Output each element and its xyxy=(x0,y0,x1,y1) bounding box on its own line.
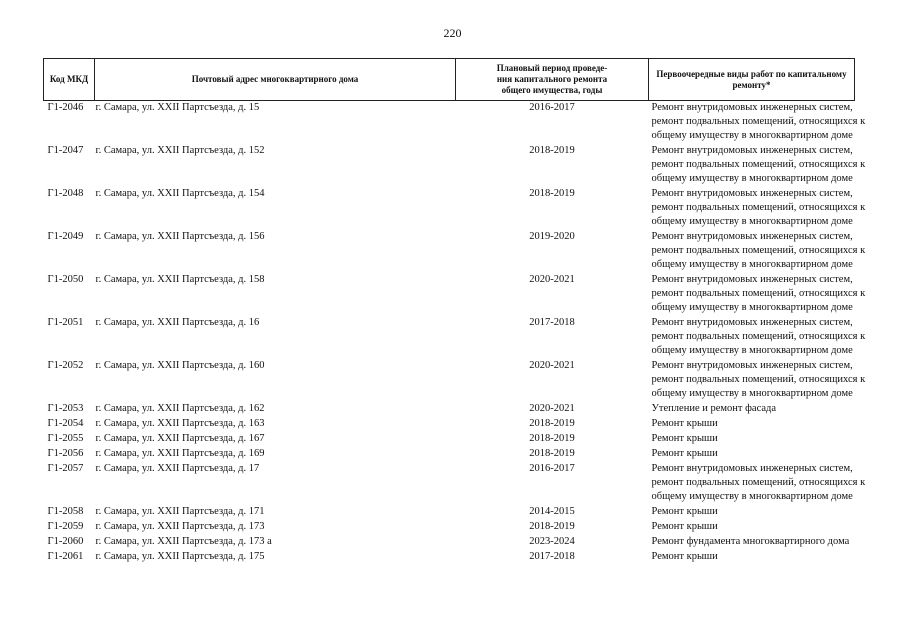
cell-code: Г1-2049 xyxy=(47,231,84,242)
cell-address: г. Самара, ул. XXII Партсъезда, д. 163 xyxy=(95,418,265,429)
cell-works-line: Ремонт внутридомовых инженерных систем, xyxy=(651,274,853,285)
cell-works-line: Ремонт внутридомовых инженерных систем, xyxy=(651,463,853,474)
header-works xyxy=(649,59,855,101)
cell-works xyxy=(649,316,866,359)
cell-works-line: Ремонт внутридомовых инженерных систем, xyxy=(651,188,853,199)
table-row xyxy=(44,550,855,565)
cell-code: Г1-2060 xyxy=(47,536,84,547)
cell-works-line: общему имуществу в многоквартирном доме xyxy=(651,302,853,313)
cell-works-line: ремонт подвальных помещений, относящихся к xyxy=(651,245,866,256)
header-address: Почтовый адрес многоквартирного дома xyxy=(95,59,456,101)
cell-address: г. Самара, ул. XXII Партсъезда, д. 156 xyxy=(95,231,265,242)
table-body xyxy=(44,101,866,566)
cell-works-line: общему имуществу в многоквартирном доме xyxy=(651,388,853,399)
cell-works-line: Ремонт внутридомовых инженерных систем, xyxy=(651,360,853,371)
table-row xyxy=(44,432,855,447)
cell-code: Г1-2057 xyxy=(47,463,84,474)
cell-address: г. Самара, ул. XXII Партсъезда, д. 173 а xyxy=(95,536,272,547)
cell-period: 2018-2019 xyxy=(529,418,575,429)
cell-period: 2019-2020 xyxy=(529,231,575,242)
cell-works xyxy=(649,462,866,505)
cell-address: г. Самара, ул. XXII Партсъезда, д. 15 xyxy=(95,102,260,113)
cell-works xyxy=(649,550,855,565)
table-row xyxy=(44,316,855,359)
cell-works-line: Ремонт крыши xyxy=(651,506,718,517)
cell-address: г. Самара, ул. XXII Партсъезда, д. 152 xyxy=(95,145,265,156)
cell-address: г. Самара, ул. XXII Партсъезда, д. 171 xyxy=(95,506,265,517)
cell-works-line: общему имуществу в многоквартирном доме xyxy=(651,259,853,270)
cell-period: 2018-2019 xyxy=(529,145,575,156)
cell-address: г. Самара, ул. XXII Партсъезда, д. 158 xyxy=(95,274,265,285)
table-row xyxy=(44,144,855,187)
cell-works-line: ремонт подвальных помещений, относящихся к xyxy=(651,288,866,299)
cell-works-line: Ремонт крыши xyxy=(651,448,718,459)
cell-works-line: Ремонт внутридомовых инженерных систем, xyxy=(651,102,853,113)
table-row xyxy=(44,505,855,520)
cell-code: Г1-2046 xyxy=(47,102,84,113)
header-period-line: общего имущества, годы xyxy=(501,85,603,95)
table-row xyxy=(44,359,855,402)
header-period xyxy=(456,59,649,101)
cell-address: г. Самара, ул. XXII Партсъезда, д. 16 xyxy=(95,317,260,328)
cell-works-line: Ремонт крыши xyxy=(651,418,718,429)
cell-code: Г1-2059 xyxy=(47,521,84,532)
cell-period: 2016-2017 xyxy=(529,463,575,474)
cell-code: Г1-2055 xyxy=(47,433,84,444)
cell-works-line: общему имуществу в многоквартирном доме xyxy=(651,491,853,502)
cell-works xyxy=(649,187,866,230)
cell-works-line: Утепление и ремонт фасада xyxy=(651,403,777,414)
cell-works xyxy=(649,535,855,550)
cell-code: Г1-2048 xyxy=(47,188,84,199)
cell-period: 2018-2019 xyxy=(529,188,575,199)
cell-works-line: общему имуществу в многоквартирном доме xyxy=(651,130,853,141)
cell-works-line: общему имуществу в многоквартирном доме xyxy=(651,216,853,227)
cell-address: г. Самара, ул. XXII Партсъезда, д. 17 xyxy=(95,463,260,474)
cell-works-line: Ремонт крыши xyxy=(651,521,718,532)
cell-address: г. Самара, ул. XXII Партсъезда, д. 169 xyxy=(95,448,265,459)
cell-works-line: Ремонт крыши xyxy=(651,551,718,562)
cell-code: Г1-2054 xyxy=(47,418,84,429)
cell-code: Г1-2061 xyxy=(47,551,84,562)
cell-period: 2018-2019 xyxy=(529,448,575,459)
cell-works xyxy=(649,432,855,447)
cell-works-line: Ремонт фундамента многоквартирного дома xyxy=(651,536,850,547)
cell-works-line: ремонт подвальных помещений, относящихся к xyxy=(651,159,866,170)
table-row xyxy=(44,417,855,432)
cell-works-line: общему имуществу в многоквартирном доме xyxy=(651,345,853,356)
cell-works-line: ремонт подвальных помещений, относящихся к xyxy=(651,116,866,127)
cell-code: Г1-2052 xyxy=(47,360,84,371)
table-row xyxy=(44,101,855,145)
table-row xyxy=(44,520,855,535)
cell-period: 2017-2018 xyxy=(529,317,575,328)
cell-works-line: Ремонт внутридомовых инженерных систем, xyxy=(651,145,853,156)
cell-period: 2018-2019 xyxy=(529,433,575,444)
cell-works xyxy=(649,417,855,432)
cell-address: г. Самара, ул. XXII Партсъезда, д. 162 xyxy=(95,403,265,414)
cell-address: г. Самара, ул. XXII Партсъезда, д. 167 xyxy=(95,433,265,444)
cell-period: 2023-2024 xyxy=(529,536,575,547)
cell-period: 2020-2021 xyxy=(529,274,575,285)
cell-works-line: ремонт подвальных помещений, относящихся к xyxy=(651,331,866,342)
cell-works-line: ремонт подвальных помещений, относящихся к xyxy=(651,202,866,213)
table-row xyxy=(44,447,855,462)
cell-address: г. Самара, ул. XXII Партсъезда, д. 175 xyxy=(95,551,265,562)
header-code: Код МКД xyxy=(44,59,95,101)
cell-works xyxy=(649,520,855,535)
cell-address: г. Самара, ул. XXII Партсъезда, д. 173 xyxy=(95,521,265,532)
capital-repair-table xyxy=(43,58,866,565)
cell-works xyxy=(649,101,866,145)
table-row xyxy=(44,273,855,316)
cell-works xyxy=(649,402,855,417)
table-row xyxy=(44,402,855,417)
table-row xyxy=(44,535,855,550)
cell-code: Г1-2051 xyxy=(47,317,84,328)
cell-period: 2020-2021 xyxy=(529,360,575,371)
header-works-line: ремонту* xyxy=(732,79,771,90)
cell-works xyxy=(649,447,855,462)
cell-works xyxy=(649,144,866,187)
cell-period: 2016-2017 xyxy=(529,102,575,113)
cell-works-line: общему имуществу в многоквартирном доме xyxy=(651,173,853,184)
cell-period: 2014-2015 xyxy=(529,506,575,517)
cell-code: Г1-2058 xyxy=(47,506,84,517)
cell-period: 2017-2018 xyxy=(529,551,575,562)
cell-works-line: ремонт подвальных помещений, относящихся к xyxy=(651,374,866,385)
table-row xyxy=(44,462,855,505)
table-header xyxy=(44,59,855,101)
cell-period: 2020-2021 xyxy=(529,403,575,414)
header-period-line: ния капитального ремонта xyxy=(496,74,608,84)
cell-works-line: ремонт подвальных помещений, относящихся к xyxy=(651,477,866,488)
table-row xyxy=(44,230,855,273)
cell-works-line: Ремонт внутридомовых инженерных систем, xyxy=(651,231,853,242)
cell-works xyxy=(649,359,866,402)
cell-works xyxy=(649,505,855,520)
cell-works-line: Ремонт внутридомовых инженерных систем, xyxy=(651,317,853,328)
cell-works xyxy=(649,273,866,316)
cell-code: Г1-2056 xyxy=(47,448,84,459)
page-number: 220 xyxy=(443,26,462,40)
cell-code: Г1-2050 xyxy=(47,274,84,285)
header-period-line: Плановый период проведе- xyxy=(496,63,608,73)
cell-address: г. Самара, ул. XXII Партсъезда, д. 160 xyxy=(95,360,265,371)
cell-works-line: Ремонт крыши xyxy=(651,433,718,444)
cell-code: Г1-2053 xyxy=(47,403,84,414)
cell-code: Г1-2047 xyxy=(47,145,84,156)
table-row xyxy=(44,187,855,230)
header-works-line: Первоочередные виды работ по капитальному xyxy=(656,68,847,79)
cell-period: 2018-2019 xyxy=(529,521,575,532)
cell-works xyxy=(649,230,866,273)
cell-address: г. Самара, ул. XXII Партсъезда, д. 154 xyxy=(95,188,265,199)
